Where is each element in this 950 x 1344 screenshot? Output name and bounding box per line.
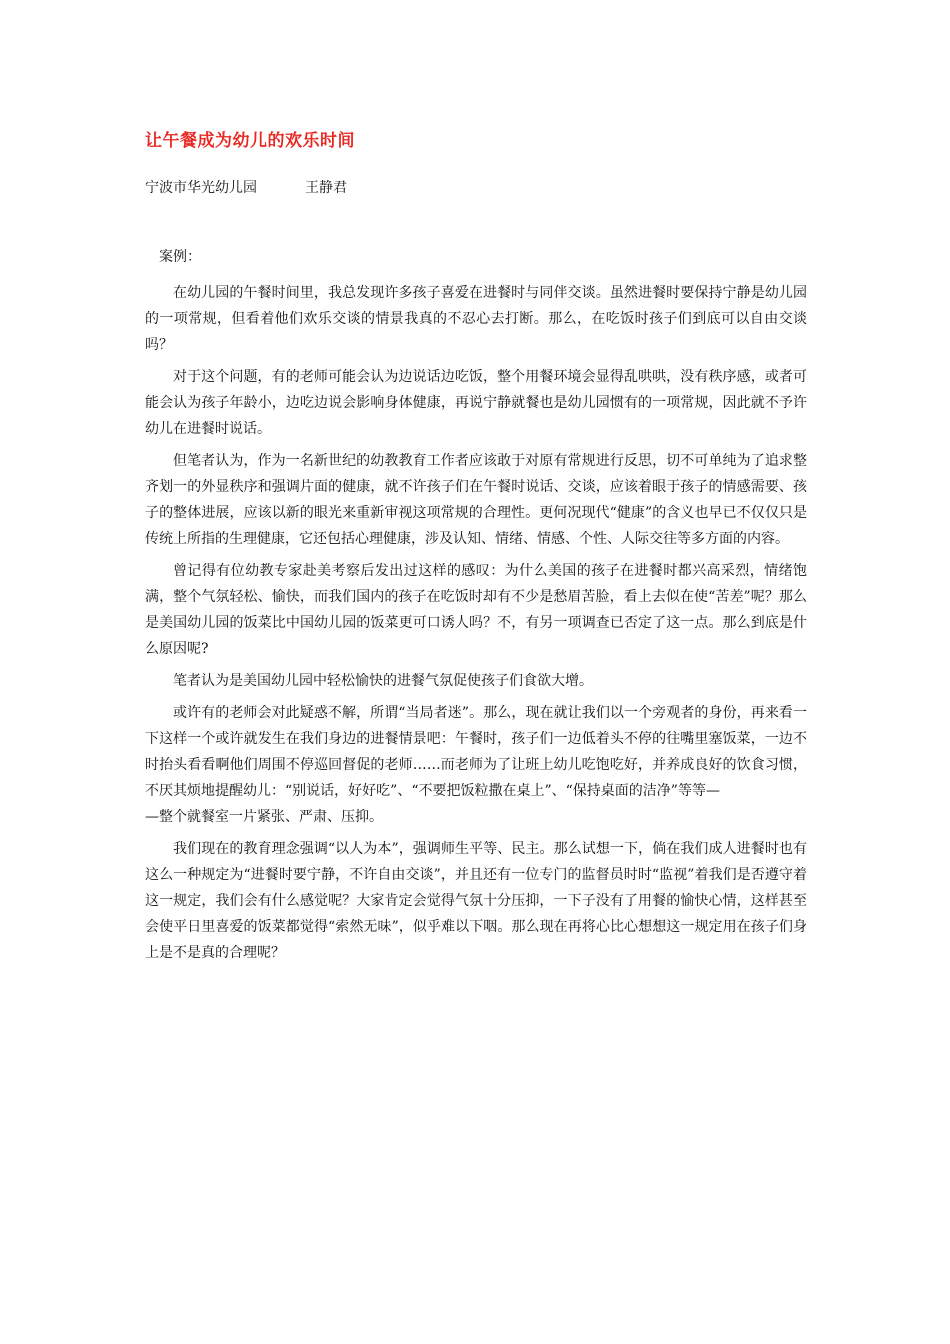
byline (145, 177, 347, 197)
paragraph-7: 我们现在的教育理念强调“以人为本”，强调师生平等、民主。那么试想一下，倘在我们成人进餐时也有这么一种规定为“进餐时要宁静，不许自由交谈”，并且还有一位专门的监督员时时“监视”着我们是否遵守着这一规定，我们会有什么感觉呢？大家肯定会觉得气氛十分压抑，一下子没有了用餐的愉快心情，这样甚至会使平日里喜爱的饭菜都觉得“索然无味”，似乎难以下咽。那么现在再将心比心想想这一规定用在孩子们身上是不是真的合理呢？ (145, 841, 807, 961)
article-title: 让午餐成为幼儿的欢乐时间 (145, 131, 355, 151)
paragraph-2: 对于这个问题，有的老师可能会认为边说话边吃饭，整个用餐环境会显得乱哄哄，没有秩序感，或者可能会认为孩子年龄小，边吃边说会影响身体健康，再说宁静就餐也是幼儿园惯有的一项常规，因此就不予许幼儿在进餐时说话。 (145, 369, 807, 437)
article-body (145, 244, 807, 972)
paragraph-4: 曾记得有位幼教专家赴美考察后发出过这样的感叹：为什么美国的孩子在进餐时都兴高采烈，情绪饱满，整个气氛轻松、愉快，而我们国内的孩子在吃饭时却有不少是愁眉苦脸，看上去似在使“苦差”呢？那么是美国幼儿园的饭菜比中国幼儿园的饭菜更可口诱人吗？不，有另一项调查已否定了这一点。那么到底是什么原因呢? (145, 563, 807, 657)
author-name: 王静君 (305, 180, 347, 196)
paragraph-3: 但笔者认为，作为一名新世纪的幼教教育工作者应该敢于对原有常规进行反思，切不可单纯为了追求整齐划一的外显秩序和强调片面的健康，就不许孩子们在午餐时说话、交谈，应该着眼于孩子的情感需要、孩子的整体进展，应该以新的眼光来重新审视这项常规的合理性。更何况现代“健康”的含义也早已不仅仅只是传统上所指的生理健康，它还包括心理健康，涉及认知、情绪、情感、个性、人际交往等多方面的内容。 (145, 453, 807, 547)
paragraph-1: 在幼儿园的午餐时间里，我总发现许多孩子喜爱在进餐时与同伴交谈。虽然进餐时要保持宁静是幼儿园的一项常规，但看着他们欢乐交谈的情景我真的不忍心去打断。那么，在吃饭时孩子们到底可以自由交谈吗？ (145, 285, 807, 353)
organization-name: 宁波市华光幼儿园 (145, 180, 257, 196)
paragraph-6: 或许有的老师会对此疑惑不解，所谓“当局者迷”。那么，现在就让我们以一个旁观者的身份，再来看一下这样一个或许就发生在我们身边的进餐情景吧：午餐时，孩子们一边低着头不停的往嘴里塞饭菜，一边不时抬头看看啊他们周围不停巡回督促的老师……而老师为了让班上幼儿吃饱吃好，并养成良好的饮食习惯，不厌其烦地提醒幼儿：“别说话，好好吃”、“不要把饭粒撒在桌上”、“保持桌面的洁净”等等— (145, 705, 807, 799)
paragraph-5: 笔者认为是美国幼儿园中轻松愉快的进餐气氛促使孩子们食欲大增。 (173, 673, 593, 689)
paragraph-6-continuation: —整个就餐室一片紧张、严肃、压抑。 (145, 809, 383, 825)
case-label: 案例： (159, 249, 201, 265)
